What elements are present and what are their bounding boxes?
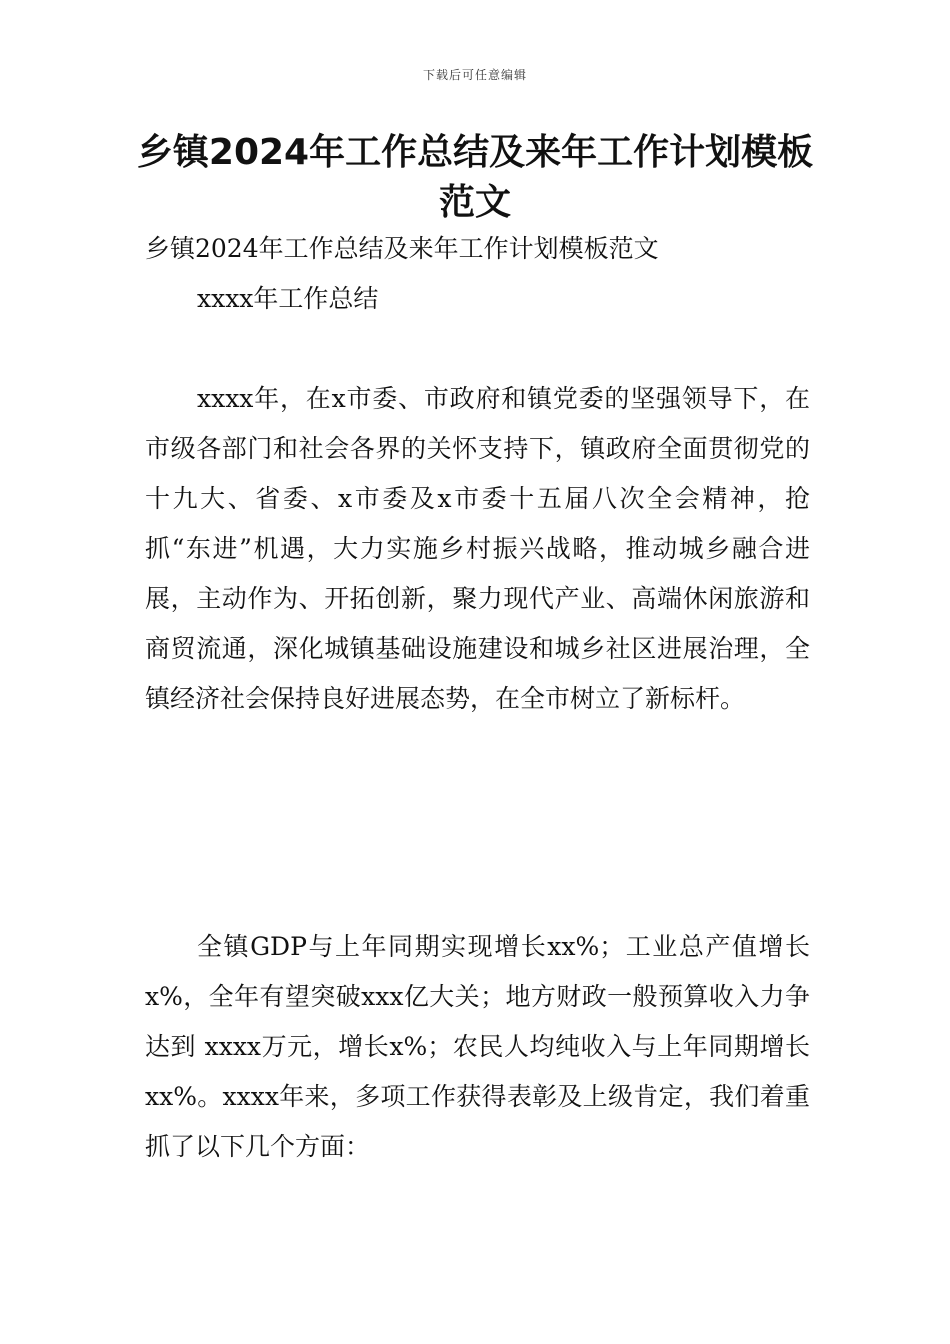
paragraph-intro: xxxx年，在x市委、市政府和镇党委的坚强领导下，在市级各部门和社会各界的关怀支持下，镇政府全面贯彻党的十九大、省委、x市委及x市委十五届八次全会精神，抢抓“东进”机遇，大力实施乡村振兴战略，推动城乡融合进展，主动作为、开拓创新，聚力现代产业、高端休闲旅游和商贸流通，深化城镇基础设施建设和城乡社区进展治理，全镇经济社会保持良好进展态势，在全市树立了新标杆。 bbox=[145, 384, 810, 713]
document-title: 乡镇2024年工作总结及来年工作计划模板范文 bbox=[136, 132, 814, 223]
header-note: 下载后可任意编辑 bbox=[422, 68, 527, 82]
document-subtitle: 乡镇2024年工作总结及来年工作计划模板范文 bbox=[145, 234, 659, 263]
paragraph-statistics: 全镇GDP与上年同期实现增长xx%；工业总产值增长x%，全年有望突破xxx亿大关；地方财政一般预算收入力争达到 xxxx万元，增长x%；农民人均纯收入与上年同期增长xx%。xxxx年来，多项工作获得表彰及上级肯定，我们着重抓了以下几个方面： bbox=[145, 932, 810, 1161]
section-heading: xxxx年工作总结 bbox=[197, 284, 379, 313]
